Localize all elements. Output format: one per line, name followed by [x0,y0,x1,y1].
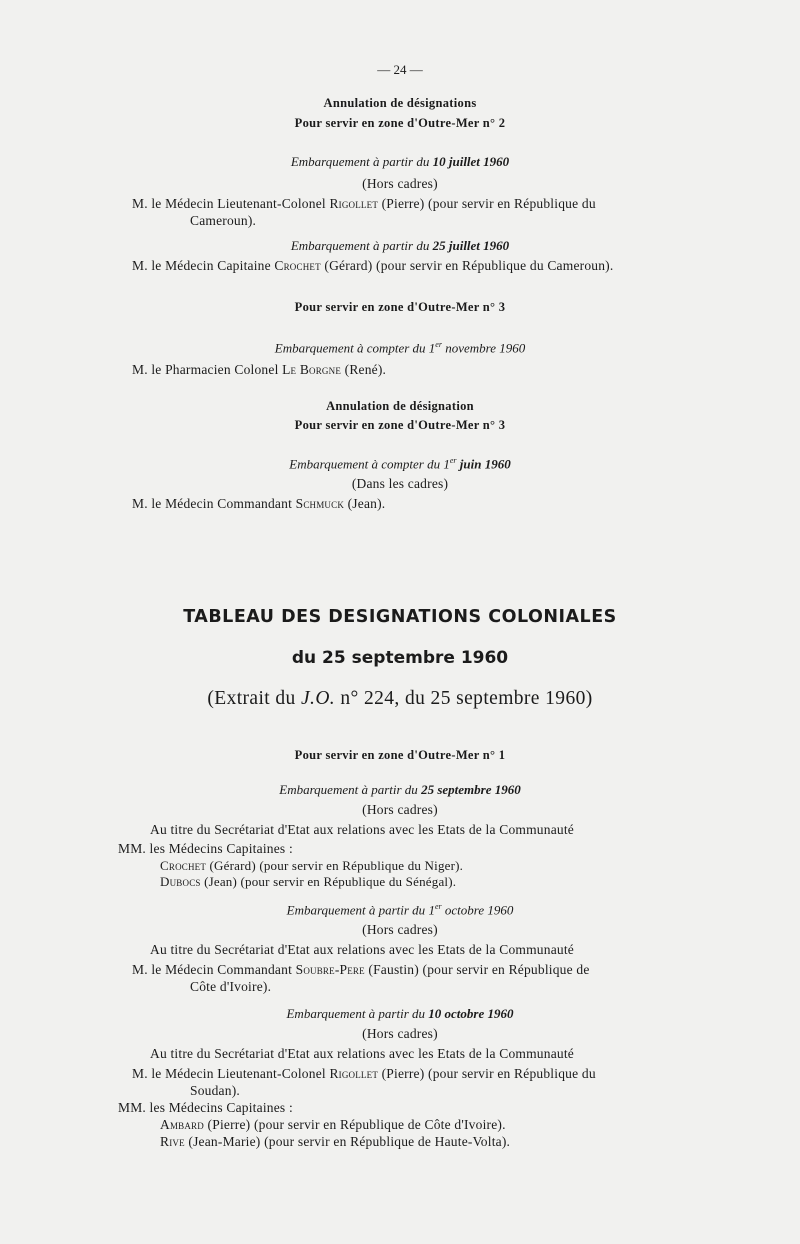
s3-person-line: M. le Médecin Commandant Schmuck (Jean). [132,496,386,511]
t-person-line-2: M. le Médecin Commandant Soubre-Pere (Faustin) (pour servir en République de [132,962,590,977]
t-embarkation-1: Embarquement à partir du 25 septembre 1960 [279,782,521,797]
s1-person-line-cont: Cameroun). [190,213,257,228]
page-number: — 24 — [377,62,423,77]
tableau-date: du 25 septembre 1960 [291,648,509,668]
t-authority-1: Au titre du Secrétariat d'Etat aux relations avec les Etats de la Communauté [150,822,574,837]
t-embarkation-3: Embarquement à partir du 10 octobre 1960 [286,1006,514,1021]
tableau-title: TABLEAU DES DESIGNATIONS COLONIALES [183,607,617,627]
t-mm-1: MM. les Médecins Capitaines : [118,841,293,856]
s1-embarkation-1: Embarquement à partir du 10 juillet 1960 [290,154,510,169]
t-authority-3: Au titre du Secrétariat d'Etat aux relations avec les Etats de la Communauté [150,1046,574,1061]
s2-person-line: M. le Pharmacien Colonel Le Borgne (René). [132,362,387,377]
t-person-3a: Ambard (Pierre) (pour servir en République de Côte d'Ivoire). [160,1117,506,1132]
t-person-line-2-cont: Côte d'Ivoire). [190,979,272,994]
section1-heading: Annulation de désignations [323,96,477,110]
t-status-2: (Hors cadres) [362,922,438,937]
t-person-line-3-cont: Soudan). [190,1083,240,1098]
section3-heading: Annulation de désignation [326,399,474,413]
s1-embarkation-2: Embarquement à partir du 25 juillet 1960 [290,238,510,253]
t-status-3: (Hors cadres) [362,1026,438,1041]
t-embarkation-2: Embarquement à partir du 1er octobre 1960 [286,902,514,918]
t-person-line-3: M. le Médecin Lieutenant-Colonel Rigollet (Pierre) (pour servir en République du [132,1066,596,1081]
t-person-1: Crochet (Gérard) (pour servir en République du Niger). [160,858,464,873]
s3-embarkation: Embarquement à compter du 1er juin 1960 [289,456,511,472]
s1-person-line: M. le Médecin Lieutenant-Colonel Rigollet (Pierre) (pour servir en République du [132,196,596,211]
t-status-1: (Hors cadres) [362,802,438,817]
s2-embarkation: Embarquement à compter du 1er novembre 1960 [274,340,526,356]
t-person-3b: Rive (Jean-Marie) (pour servir en République de Haute-Volta). [160,1134,511,1149]
tableau-extract: (Extrait du J.O. n° 224, du 25 septembre 1960) [207,688,593,709]
s3-status: (Dans les cadres) [351,476,449,491]
t-mm-3: MM. les Médecins Capitaines : [118,1100,293,1115]
tableau-zone: Pour servir en zone d'Outre-Mer n° 1 [294,748,506,762]
section3-zone: Pour servir en zone d'Outre-Mer n° 3 [294,418,506,432]
s1-person-line-2: M. le Médecin Capitaine Crochet (Gérard) (pour servir en République du Cameroun). [132,258,614,273]
section1-zone: Pour servir en zone d'Outre-Mer n° 2 [294,116,506,130]
t-person-2: Dubocs (Jean) (pour servir en République du Sénégal). [160,874,457,889]
t-authority-2: Au titre du Secrétariat d'Etat aux relations avec les Etats de la Communauté [150,942,574,957]
s1-status-1: (Hors cadres) [362,176,438,191]
section2-zone: Pour servir en zone d'Outre-Mer n° 3 [294,300,506,314]
